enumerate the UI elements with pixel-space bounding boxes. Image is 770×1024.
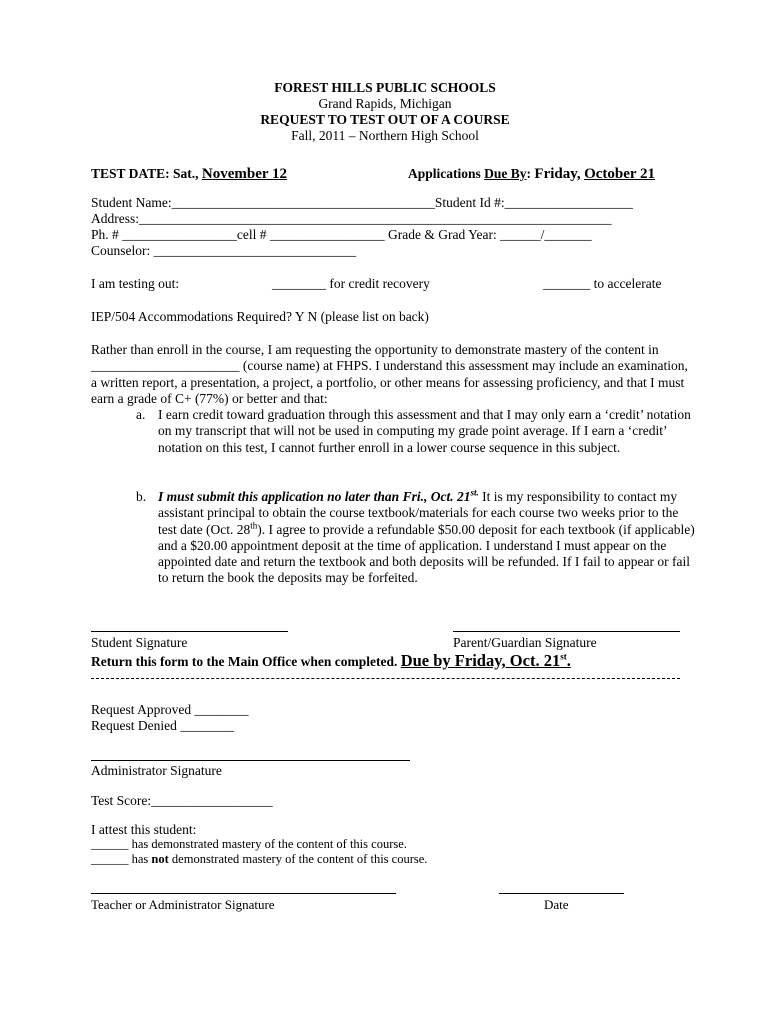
parent-signature-label: Parent/Guardian Signature	[453, 635, 597, 650]
credit-recovery-option[interactable]: ________ for credit recovery	[272, 276, 430, 291]
return-due-sup: st	[560, 651, 567, 662]
district-name: FOREST HILLS PUBLIC SCHOOLS	[274, 80, 496, 95]
item-b-text-1: It is my responsibility to contact my assistant principal to obtain the course textbook/materials for each course two weeks prior to the test date (Oct. 28	[158, 489, 679, 537]
intro-paragraph: Rather than enroll in the course, I am requesting the opportunity to demonstrate mastery of the content in ______________________ (course name) at FHPS. I understand this assessment may include an examination, a written report, a presentation, a project, a portfolio, or other means for assessing proficiency, and that I must earn a grade of C+ (77%) or better and that:	[91, 342, 688, 406]
request-approved-field[interactable]: Request Approved ________	[91, 702, 249, 717]
has-not-suffix: demonstrated mastery of the content of this course.	[168, 852, 428, 866]
date-label: Date	[544, 897, 569, 912]
testing-out-label: I am testing out:	[91, 276, 180, 291]
item-a-label: a.	[136, 407, 146, 422]
test-score-field[interactable]: Test Score:__________________	[91, 793, 273, 808]
return-instruction-line	[91, 651, 571, 671]
student-signature-label: Student Signature	[91, 635, 188, 650]
due-line	[408, 165, 655, 183]
due-colon: :	[526, 166, 532, 181]
address-field[interactable]: Address:______________________________________________________________________	[91, 211, 612, 226]
city-line: Grand Rapids, Michigan	[318, 96, 452, 111]
request-denied-field[interactable]: Request Denied ________	[91, 718, 235, 733]
return-due-text: Due by Friday, Oct. 21	[400, 651, 561, 670]
attest-label: I attest this student:	[91, 822, 197, 837]
cut-line-divider	[91, 678, 680, 679]
has-not-bold: not	[151, 852, 169, 866]
counselor-field[interactable]: Counselor: ______________________________	[91, 243, 357, 258]
applications-label: Applications	[408, 166, 481, 181]
admin-signature-label: Administrator Signature	[91, 763, 222, 778]
has-mastery-option[interactable]: ______ has demonstrated mastery of the content of this course.	[91, 837, 407, 851]
return-due-period: .	[566, 651, 571, 670]
accelerate-option[interactable]: _______ to accelerate	[543, 276, 662, 291]
item-b-text	[158, 489, 698, 587]
due-date: October 21	[584, 166, 656, 182]
parent-signature-line[interactable]	[453, 631, 680, 632]
item-a-text: I earn credit toward graduation through this assessment and that I may only earn a ‘credit’ notation on my transcript that will not be used in computing my grade point average. If I earn a ‘credit’ notation on this test, I cannot further enroll in a lower course sequence in this subject.	[158, 407, 691, 455]
due-by-label: Due By	[484, 166, 527, 181]
term-line: Fall, 2011 – Northern High School	[291, 128, 479, 143]
admin-signature-line[interactable]	[91, 760, 410, 761]
form-title: REQUEST TO TEST OUT OF A COURSE	[260, 112, 510, 127]
return-instruction: Return this form to the Main Office when completed.	[91, 654, 398, 669]
student-signature-line[interactable]	[91, 631, 288, 632]
test-date-line	[91, 165, 287, 183]
item-b-emphasis: I must submit this application no later than Fri., Oct. 21	[158, 489, 471, 504]
date-line[interactable]	[499, 893, 624, 894]
phone-field[interactable]: Ph. # _________________cell # _________________ Grade & Grad Year: ______/_______	[91, 227, 592, 242]
item-b-emphasis-sup: st.	[470, 487, 479, 498]
student-name-field[interactable]: Student Name:_______________________________________Student Id #:___________________	[91, 195, 633, 210]
item-b-label: b.	[136, 489, 147, 504]
iep-accommodations[interactable]: IEP/504 Accommodations Required? Y N (please list on back)	[91, 309, 429, 324]
has-not-prefix: ______ has	[91, 852, 152, 866]
test-date-value: November 12	[201, 166, 288, 182]
item-b-text-2: ). I agree to provide a refundable $50.00 deposit for each textbook (if applicable) and a $20.00 appointment deposit at the time of application. I understand I must appear on the appointed date and return the textbook and both deposits will be refunded. If I fail to appear or fail to return the book the deposits may be forfeited.	[158, 521, 695, 586]
test-date-label: TEST DATE: Sat.,	[91, 166, 199, 181]
item-b-text-sup: th	[250, 520, 258, 531]
teacher-signature-line[interactable]	[91, 893, 396, 894]
teacher-signature-label: Teacher or Administrator Signature	[91, 897, 275, 912]
due-day: Friday,	[534, 166, 581, 182]
has-not-mastery-option[interactable]	[91, 852, 427, 867]
return-due-date	[401, 651, 571, 670]
